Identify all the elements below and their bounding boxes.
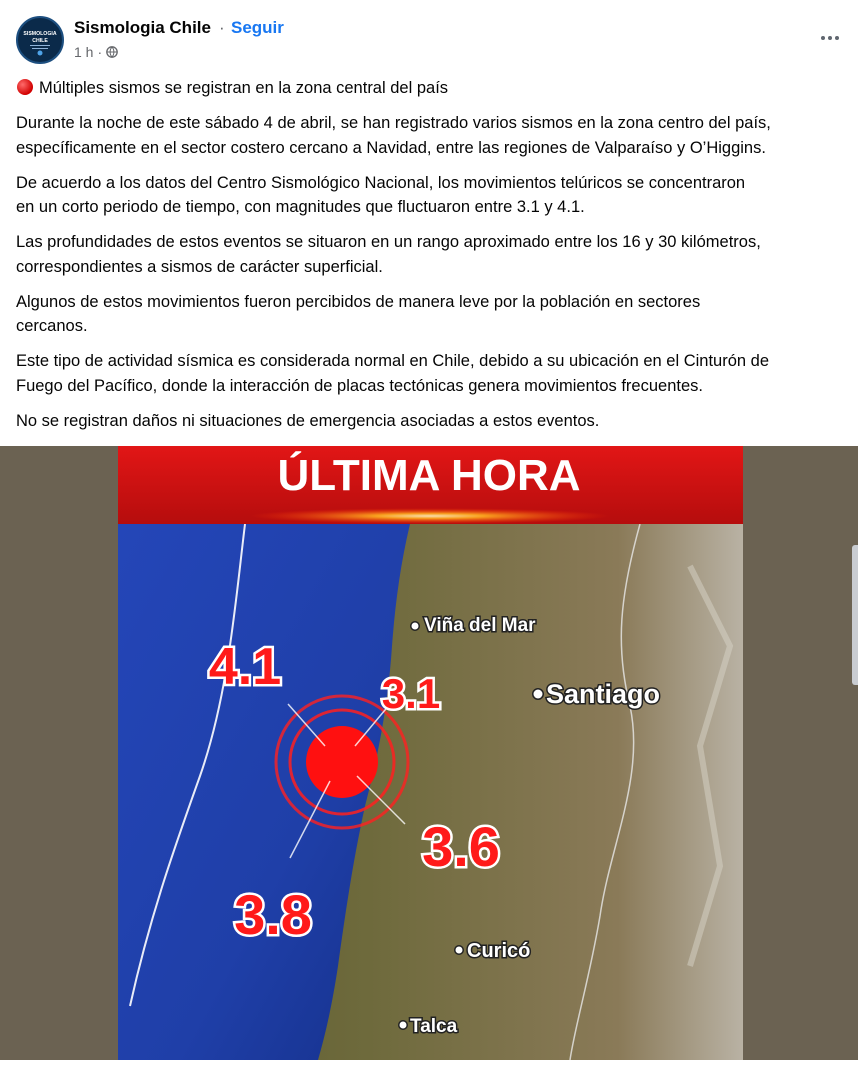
magnitude-label: 3.1 xyxy=(381,670,441,717)
paragraph-2: De acuerdo a los datos del Centro Sismológico Nacional, los movimientos telúricos se concentraron en un corto periodo de tiempo, con magnitudes que fluctuaron entre 3.1 y 4.1. xyxy=(16,173,746,216)
avatar-text-top: SISMOLOGIA xyxy=(23,31,57,37)
paragraph-4: Algunos de estos movimientos fueron percibidos de manera leve por la población en sectores cercanos. xyxy=(16,292,701,335)
page-name[interactable]: Sismologia Chile xyxy=(74,18,211,37)
globe-icon xyxy=(106,46,118,58)
more-options-icon[interactable] xyxy=(812,26,848,50)
paragraph-5: Este tipo de actividad sísmica es considerada normal en Chile, debido a su ubicación en el Cinturón de Fuego del Pacífico, donde la interacción de placas tectónicas genera movimientos frecuentes. xyxy=(16,352,770,395)
post-body xyxy=(16,76,858,444)
post-meta: 1 h · xyxy=(74,44,118,60)
post-time[interactable]: 1 h xyxy=(74,44,94,60)
magnitude-label: 3.6 xyxy=(422,815,500,878)
avatar-logo-icon xyxy=(18,18,62,62)
post-title: Múltiples sismos se registran en la zona central del país xyxy=(16,76,858,101)
city-label: Curicó xyxy=(467,940,531,962)
paragraph-6: No se registran daños ni situaciones de emergencia asociadas a estos eventos. xyxy=(16,411,600,430)
name-separator: · xyxy=(219,18,225,37)
paragraph-3: Las profundidades de estos eventos se situaron en un rango aproximado entre los 16 y 30 kilómetros, correspondientes a sismos de carácter superficial. xyxy=(16,233,761,276)
magnitude-label: 4.1 xyxy=(208,638,282,696)
paragraph-1: Durante la noche de este sábado 4 de abril, se han registrado varios sismos en la zona centro del país, específicamente en el sector costero cercano a Navidad, entre las regiones de Valparaíso y O’Higgins. xyxy=(16,114,771,157)
earthquake-map-image[interactable] xyxy=(0,446,858,1060)
avatar-text-mid: CHILE xyxy=(32,38,48,44)
magnitude-label: 3.8 xyxy=(234,883,312,946)
post-image-container[interactable] xyxy=(0,446,858,1060)
page-avatar[interactable] xyxy=(16,16,64,64)
city-label: Santiago xyxy=(546,679,661,709)
banner-title: ÚLTIMA HORA xyxy=(277,451,581,500)
red-circle-icon xyxy=(17,79,33,95)
post-header xyxy=(0,0,858,76)
scrollbar-thumb[interactable] xyxy=(852,545,858,685)
city-label: Viña del Mar xyxy=(424,615,536,636)
follow-button[interactable]: Seguir xyxy=(231,18,284,37)
city-label: Talca xyxy=(410,1016,458,1037)
